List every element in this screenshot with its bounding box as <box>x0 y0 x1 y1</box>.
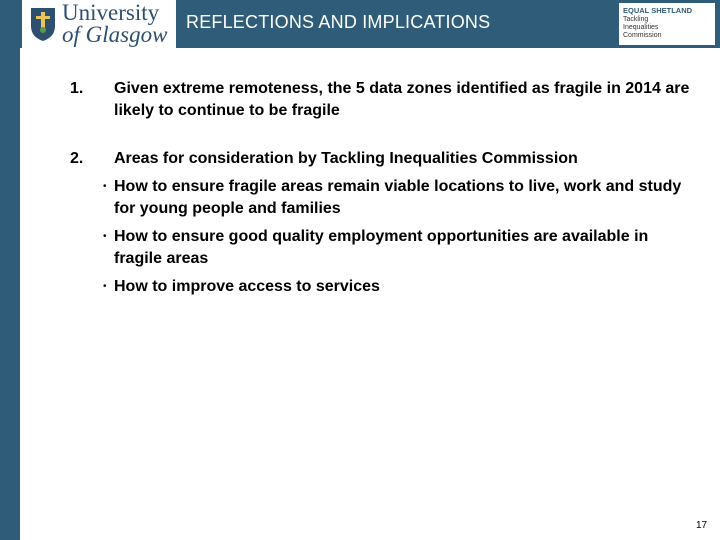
bullet-icon: • <box>103 281 107 292</box>
item-number: 1. <box>70 80 84 97</box>
equal-shetland-name: EQUAL SHETLAND <box>623 6 693 15</box>
slide-content <box>70 78 690 304</box>
bullet-icon: • <box>103 231 107 242</box>
university-wordmark <box>62 2 167 46</box>
page-number: 17 <box>696 520 708 531</box>
sub-list-item <box>103 226 690 270</box>
item-number: 2. <box>70 150 84 167</box>
list-item <box>70 148 690 170</box>
logo-line-university: University <box>62 0 160 25</box>
sub-list-item <box>103 176 690 220</box>
item-text: Given extreme remoteness, the 5 data zones identified as fragile in 2014 are likely to continue to be fragile <box>114 80 690 119</box>
commission-line-1: Tackling <box>623 16 649 23</box>
sub-item-text: How to ensure good quality employment opportunities are available in fragile areas <box>114 228 649 267</box>
equal-shetland-logo <box>618 2 716 46</box>
list-item <box>70 78 690 122</box>
sub-list <box>70 176 690 298</box>
commission-line-3: Commission <box>623 32 662 39</box>
sub-item-text: How to ensure fragile areas remain viable locations to live, work and study for young people and families <box>114 178 682 217</box>
left-accent-bar <box>0 0 20 540</box>
commission-name <box>623 16 662 40</box>
commission-line-2: Inequalities <box>623 24 659 31</box>
sub-list-item <box>103 276 690 298</box>
university-crest-icon <box>30 6 56 42</box>
page-title: REFLECTIONS AND IMPLICATIONS <box>186 12 491 32</box>
bullet-icon: • <box>103 181 107 192</box>
item-text: Areas for consideration by Tackling Inequalities Commission <box>114 150 578 167</box>
sub-item-text: How to improve access to services <box>114 278 380 295</box>
university-of-glasgow-logo <box>22 0 176 48</box>
logo-line-of-glasgow: of Glasgow <box>62 22 168 47</box>
